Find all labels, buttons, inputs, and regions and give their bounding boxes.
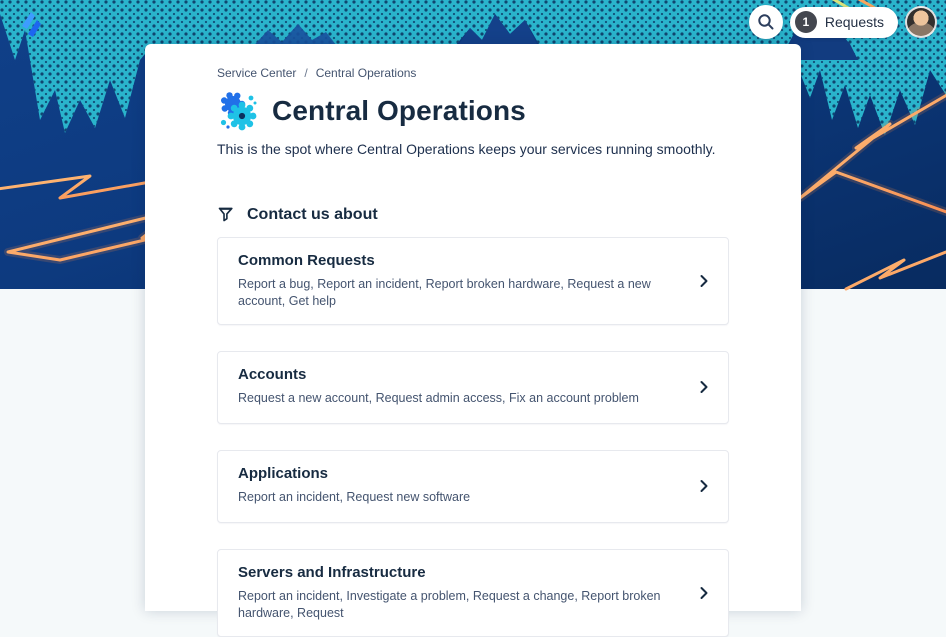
card-applications[interactable] (217, 450, 729, 523)
card-description: Report a bug, Report an incident, Report broken hardware, Request a new account, Get help (238, 277, 651, 308)
card-title: Applications (238, 464, 329, 482)
breadcrumb-current-page: Central Operations (315, 66, 417, 80)
request-card-list (217, 237, 729, 637)
breadcrumb (217, 66, 729, 80)
contact-section-heading (217, 205, 729, 224)
chevron-right-icon (696, 273, 712, 289)
breadcrumb-service-center[interactable]: Service Center (217, 66, 297, 80)
chevron-right-icon (696, 585, 712, 601)
card-description: Report an incident, Investigate a problem, Request a change, Report broken hardware, Request (238, 588, 661, 620)
card-title: Accounts (238, 365, 307, 383)
card-description: Request a new account, Request admin access, Fix an account problem (238, 390, 639, 405)
card-description: Report an incident, Request new software (238, 489, 471, 504)
card-title: Servers and Infrastructure (238, 563, 426, 581)
user-avatar[interactable] (905, 6, 937, 38)
search-button[interactable] (749, 5, 783, 39)
chevron-right-icon (696, 478, 712, 494)
page-title: Central Operations (272, 95, 526, 126)
search-icon (757, 13, 775, 31)
section-heading-label: Contact us about (247, 205, 378, 223)
portal-header (217, 90, 729, 132)
breadcrumb-separator: / (304, 66, 308, 80)
card-accounts[interactable] (217, 351, 729, 424)
filter-funnel-icon (217, 205, 236, 224)
topbar (749, 5, 937, 39)
card-common-requests[interactable] (217, 237, 729, 325)
project-gears-icon (217, 90, 259, 132)
card-title: Common Requests (238, 252, 375, 269)
chevron-right-icon (696, 379, 712, 395)
requests-button[interactable] (790, 7, 898, 38)
card-servers-infrastructure[interactable] (217, 549, 729, 637)
requests-label: Requests (824, 14, 884, 30)
page-subtitle: This is the spot where Central Operations keeps your services running smoothly. (217, 141, 716, 157)
portal-panel (145, 44, 801, 620)
requests-count-badge: 1 (795, 11, 817, 33)
